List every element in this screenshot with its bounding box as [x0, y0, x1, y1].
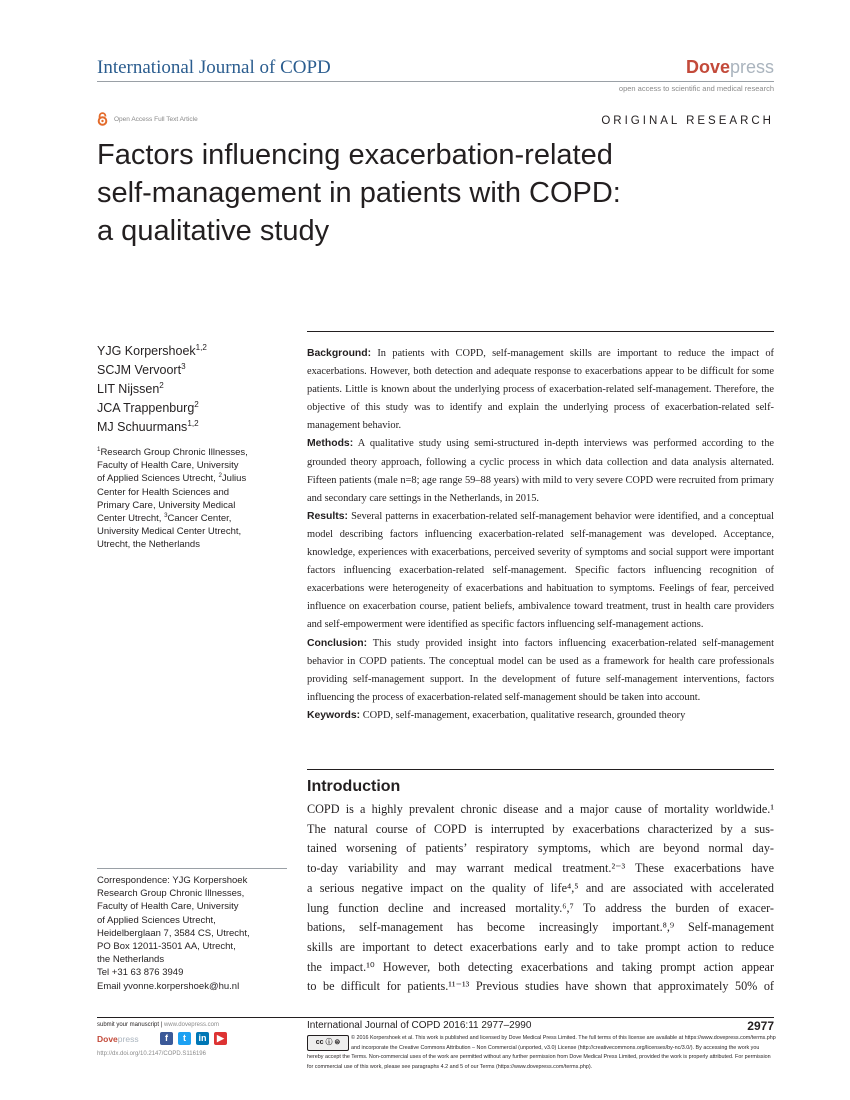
affiliation-line: Center Utrecht, $^3$Cancer Center, [97, 511, 232, 525]
author [97, 361, 207, 380]
author [97, 418, 207, 437]
body-line: lung function decline and increased mortality.⁶,⁷ To address the burden of exacer- [307, 900, 774, 915]
correspondence-line: the Netherlands [97, 954, 165, 966]
footer-rule [97, 1017, 774, 1018]
header-rule [97, 81, 774, 82]
page-number: 2977 [747, 1019, 774, 1033]
abstract-label: Results: [307, 510, 348, 522]
author [97, 380, 207, 399]
author-name: YJG Korpershoek [97, 344, 196, 358]
abstract-label: Background: [307, 348, 372, 359]
affiliations [97, 446, 282, 552]
body-line: COPD is a highly prevalent chronic disease and a major cause of mortality worldwide.¹ [307, 802, 774, 816]
open-access-lock-icon [97, 112, 108, 126]
license-line: and incorporate the Creative Commons Attribution – Non Commercial (unported, v3.0) License (http://creativecommons.org/licenses/by-nc/3.0/). By accessing the work you [351, 1044, 760, 1051]
abstract-top-rule [307, 331, 774, 332]
facebook-icon[interactable]: f [160, 1032, 173, 1045]
title-line: self-management in patients with COPD: [97, 177, 621, 209]
body-line: tained worsening of patients’ respiratory symptoms, which are beyond normal day- [307, 841, 774, 856]
body-line: bations, self-management has become increasingly important.⁸,⁹ Self-management [307, 920, 774, 935]
author-name: LIT Nijssen [97, 382, 160, 396]
author-list [97, 342, 207, 437]
abstract-text: COPD, self-management, exacerbation, qualitative research, grounded theory [362, 709, 686, 721]
abstract-methods [307, 435, 774, 507]
correspondence-line: Correspondence: YJG Korpershoek [97, 875, 248, 886]
body-line: a serious negative impact on the quality of life⁴,⁵ and are associated with accelerated [307, 880, 774, 895]
abstract-text: This study provided insight into factors influencing exacerbation-related self-management behavior in COPD patients. The conceptual model can be used as a framework for health care professionals providing self-management support. In the development of future self-management interventions, factors influencing the process of exacerbation-related self-management should be taken into account. [307, 637, 774, 703]
abstract-results [307, 508, 774, 635]
correspondence-rule [97, 868, 287, 869]
footer-citation: International Journal of COPD 2016:11 2977–2990 [307, 1020, 532, 1031]
linkedin-icon[interactable]: in [196, 1032, 209, 1045]
author-affiliation-marker: 2 [194, 399, 199, 409]
license-line: © 2016 Korpershoek et al. This work is published and licensed by Dove Medical Press Limited. The full terms of this license are available at https://www.dovepress.com/terms.php [351, 1035, 776, 1041]
correspondence [97, 874, 287, 993]
abstract-label: Conclusion: [307, 637, 368, 649]
open-access-label: Open Access Full Text Article [114, 115, 198, 123]
article-type: ORIGINAL RESEARCH [601, 115, 774, 127]
correspondence-line: PO Box 12011-3501 AA, Utrecht, [97, 941, 236, 953]
license-line: hereby accept the Terms. Non-commercial uses of the work are permitted without any further permission from Dove Medical Press Limited, provided the work is properly attributed. For permission [307, 1054, 771, 1060]
abstract-text: In patients with COPD, self-management skills are important to reduce the impact of exacerbations. However, both detection and adequate response to exacerbations appear to be difficult for some patients. Little is known about the underlying process of exacerbation-related self-management. Therefore, the objective of this study was to identify and explain the underlying process of exacerbation-related self-management behavior. [307, 348, 774, 432]
correspondence-line: of Applied Sciences Utrecht, [97, 914, 216, 926]
author-name: MJ Schuurmans [97, 420, 188, 434]
body-line: to-day variability and may warrant medical treatment.²⁻³ These exacerbations have [307, 861, 774, 876]
correspondence-line: Research Group Chronic Illnesses, [97, 888, 245, 900]
author-affiliation-marker: 3 [181, 361, 186, 371]
journal-name: International Journal of COPD [97, 57, 331, 78]
abstract [307, 345, 774, 725]
logo-press: press [729, 57, 774, 77]
correspondence-email[interactable]: Email yvonne.korpershoek@hu.nl [97, 980, 240, 992]
youtube-icon[interactable]: ▶ [214, 1032, 227, 1045]
abstract-label: Keywords: [307, 709, 361, 721]
intro-rule [307, 769, 774, 770]
affiliation-line: Center for Health Sciences and [97, 486, 230, 498]
author-name: SCJM Vervoort [97, 363, 182, 377]
affiliation-line: of Applied Sciences Utrecht, $^2$Julius [97, 472, 247, 485]
section-heading-introduction: Introduction [307, 778, 401, 795]
social-links [160, 1032, 227, 1045]
correspondence-line: Tel +31 63 876 3949 [97, 967, 184, 979]
abstract-conclusion [307, 635, 774, 707]
twitter-icon[interactable]: t [178, 1032, 191, 1045]
affiliation-line: University Medical Center Utrecht, [97, 526, 242, 538]
title-line: Factors influencing exacerbation-related [97, 139, 613, 171]
body-line: to be difficult for patients.¹¹⁻¹³ Previous studies have shown that approximately 50% of [307, 979, 774, 994]
author-affiliation-marker: 1,2 [187, 418, 199, 428]
author [97, 399, 207, 418]
license-text [351, 1034, 775, 1053]
title-line: a qualitative study [97, 215, 330, 247]
body-line: the impact.¹⁰ However, both detecting exacerbations and taking prompt action appear [307, 959, 774, 974]
license-text-continued [307, 1053, 774, 1072]
abstract-text: A qualitative study using semi-structured in-depth interviews was performed according to the grounded theory approach, following a cyclic process in which data collection and data analysis alternated. Fifteen patients (male n=8; age range 59–88 years) with mild to very severe COPD were recruited from primary and secondary care settings in the Netherlands, in 2015. [307, 438, 775, 504]
publisher-tagline: open access to scientific and medical research [618, 84, 774, 93]
abstract-text: Several patterns in exacerbation-related self-management behavior were identified, and a conceptual model describing factors influencing exacerbation-related self-management was developed. Acceptance, knowledge, experiences with exacerbations, perceived severity of symptoms and social support were important factors influencing exacerbation-related self-management. Specific factors influencing recognition of exacerbations were heterogeneity of exacerbations and habituation to symptoms. Feelings of fear, perceived influence on exacerbation course, patient beliefs, ambivalence toward treatment, trust in health care providers and self-empowerment were identified as specific factors influencing self-management actions. [307, 510, 774, 631]
author [97, 342, 207, 361]
correspondence-line: Faculty of Health Care, University [97, 901, 239, 913]
footer-dovepress-logo[interactable]: Dovepress [97, 1034, 139, 1044]
article-title [97, 136, 737, 250]
dovepress-logo[interactable] [686, 57, 774, 78]
license-line: for commercial use of this work, please see paragraphs 4.2 and 5 of our Terms (https://www.dovepress.com/terms.php). [307, 1063, 593, 1070]
body-line: skills are important to detect exacerbations early and to take prompt action to reduce [307, 939, 774, 954]
abstract-keywords [307, 707, 774, 725]
abstract-background [307, 345, 774, 435]
introduction-body [307, 800, 774, 997]
correspondence-line: Heidelberglaan 7, 3584 CS, Utrecht, [97, 927, 250, 939]
creative-commons-icon[interactable]: cc ⓘ ⊜ [307, 1035, 349, 1051]
affiliation-line: Faculty of Health Care, University [97, 460, 239, 472]
body-line: The natural course of COPD is interrupted by exacerbations characterized by a sus- [307, 821, 774, 836]
submit-manuscript-link[interactable]: submit your manuscript | www.dovepress.com [97, 1022, 219, 1028]
affiliation-line: Primary Care, University Medical [97, 499, 236, 511]
logo-dove: Dove [685, 57, 730, 77]
affiliation-line: $^1$Research Group Chronic Illnesses, [97, 445, 248, 458]
author-affiliation-marker: 2 [159, 380, 164, 390]
open-access-badge [97, 112, 198, 126]
author-affiliation-marker: 1,2 [195, 342, 207, 352]
author-name: JCA Trappenburg [97, 401, 195, 415]
abstract-label: Methods: [307, 438, 354, 450]
affiliation-line: Utrecht, the Netherlands [97, 539, 200, 551]
doi-link[interactable]: http://dx.doi.org/10.2147/COPD.S116196 [97, 1051, 206, 1057]
